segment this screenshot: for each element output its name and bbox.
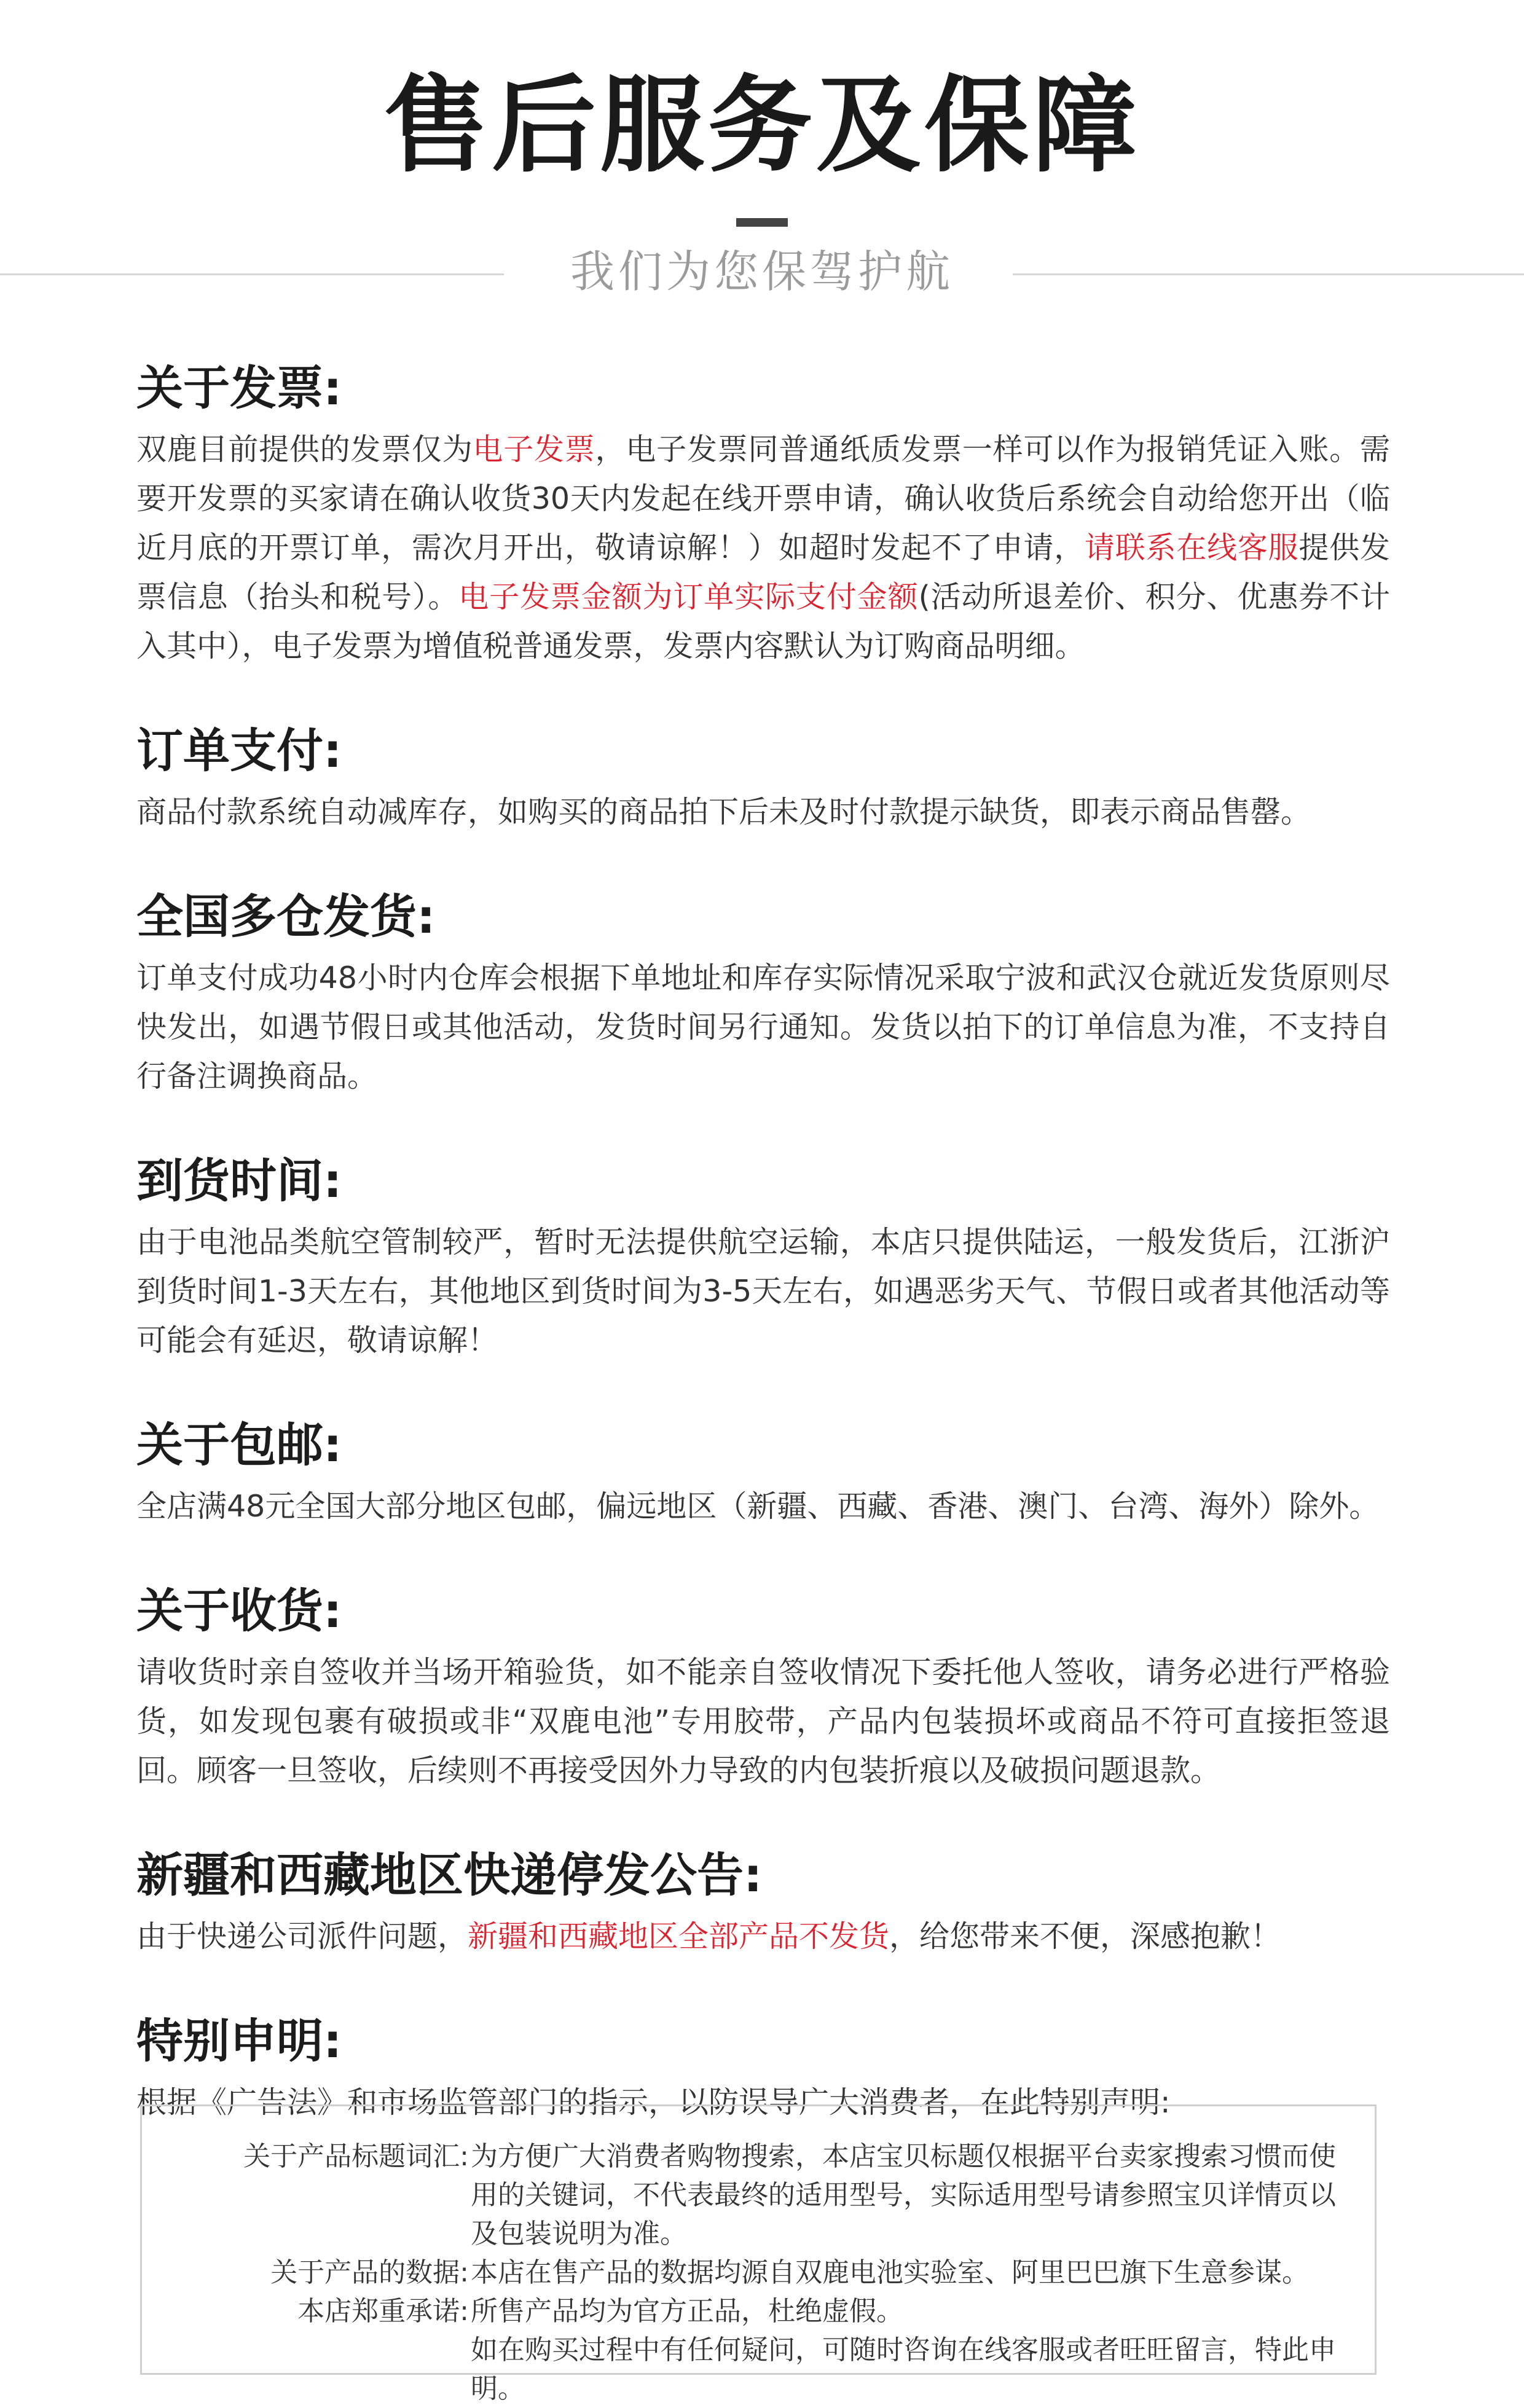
section-payment <box>136 719 1390 837</box>
section-invoice <box>136 356 1390 671</box>
declaration-label: 本店郑重承诺: <box>297 2296 469 2327</box>
section-heading: 全国多仓发货: <box>136 889 436 944</box>
section-arrival <box>136 1149 1390 1365</box>
page-subtitle: 我们为您保驾护航 <box>570 246 954 297</box>
text-run: ，电子发票同普通纸质发票一样可以作为报销凭证入账。需要开发票的买家请在确认收货30天内发起在线开票申请，确认收货后系统会自动给您开出（临近月底的开票订单，需次月开出，敬请谅解！）如超时发起不了申请， <box>136 432 1390 565</box>
text-run: ，给您带来不便，深感抱歉！ <box>889 1919 1281 1954</box>
page-title: 售后服务及保障 <box>383 65 1141 187</box>
section-heading: 关于收货: <box>136 1583 342 1638</box>
declaration-text: 如在购买过程中有任何疑问，可随时咨询在线客服或者旺旺留言，特此申明。 <box>471 2334 1336 2404</box>
section-heading: 关于包邮: <box>136 1418 342 1472</box>
text-run: 双鹿目前提供的发票仅为 <box>136 432 473 467</box>
section-heading: 订单支付: <box>136 723 342 778</box>
section-text: 全店满48元全国大部分地区包邮，偏远地区（新疆、西藏、香港、澳门、台湾、海外）除外。 <box>136 1489 1380 1524</box>
highlight-text: 电子发票 <box>473 432 595 467</box>
section-heading: 特别申明: <box>136 2014 342 2068</box>
text-run: (活动所退差价、积分、优惠券不计入其中），电子发票为增值税普通发票，发票内容默认为订购商品明细。 <box>136 579 1390 664</box>
contact-service-link[interactable]: 请联系在线客服 <box>1085 530 1299 565</box>
declaration-label: 关于产品的数据: <box>270 2257 469 2288</box>
section-shipping <box>136 885 1390 1101</box>
highlight-text: 电子发票金额为订单实际支付金额 <box>458 579 919 614</box>
section-heading: 关于发票: <box>136 361 342 415</box>
section-freeship <box>136 1413 1390 1531</box>
declaration-text: 本店在售产品的数据均源自双鹿电池实验室、阿里巴巴旗下生意参谋。 <box>471 2257 1309 2288</box>
section-text: 请收货时亲自签收并当场开箱验货，如不能亲自签收情况下委托他人签收，请务必进行严格验货，如发现包裹有破损或非“双鹿电池”专用胶带，产品内包装损坏或商品不符可直接拒签退回。顾客一旦签收，后续则不再接受因外力导致的内包装折痕以及破损问题退款。 <box>136 1655 1390 1788</box>
section-text <box>136 1912 1390 1961</box>
policy-content <box>136 356 1390 2175</box>
text-run: 提供发票信息（抬头和税号）。 <box>136 530 1390 614</box>
section-heading: 到货时间: <box>136 1153 342 1208</box>
section-text <box>136 425 1390 671</box>
declaration-text: 所售产品均为官方正品，杜绝虚假。 <box>471 2296 903 2327</box>
section-notice <box>136 1843 1390 1961</box>
section-receipt <box>136 1579 1390 1795</box>
declaration-text: 为方便广大消费者购物搜索，本店宝贝标题仅根据平台卖家搜索习惯而使用的关键词，不代表最终的适用型号，实际适用型号请参照宝贝详情页以及包装说明为准。 <box>471 2141 1336 2249</box>
section-text: 商品付款系统自动减库存，如购买的商品拍下后未及时付款提示缺货，即表示商品售罄。 <box>136 794 1311 829</box>
declaration-label: 关于产品标题词汇: <box>243 2141 469 2172</box>
section-heading: 新疆和西藏地区快递停发公告: <box>136 1848 763 1902</box>
text-run: 由于快递公司派件问题， <box>136 1919 468 1954</box>
declaration-box <box>140 2104 1377 2404</box>
title-divider-mark <box>736 218 788 227</box>
section-text: 由于电池品类航空管制较严，暂时无法提供航空运输，本店只提供陆运，一般发货后，江浙沪到货时间1-3天左右，其他地区到货时间为3-5天左右，如遇恶劣天气、节假日或者其他活动等可能会有延迟，敬请谅解！ <box>136 1225 1390 1358</box>
section-text: 订单支付成功48小时内仓库会根据下单地址和库存实际情况采取宁波和武汉仓就近发货原则尽快发出，如遇节假日或其他活动，发货时间另行通知。发货以拍下的订单信息为准，不支持自行备注调换商品。 <box>136 960 1390 1094</box>
section-text: 根据《广告法》和市场监管部门的指示，以防误导广大消费者，在此特别声明: <box>136 2085 1171 2120</box>
highlight-text: 新疆和西藏地区全部产品不发货 <box>468 1919 890 1954</box>
